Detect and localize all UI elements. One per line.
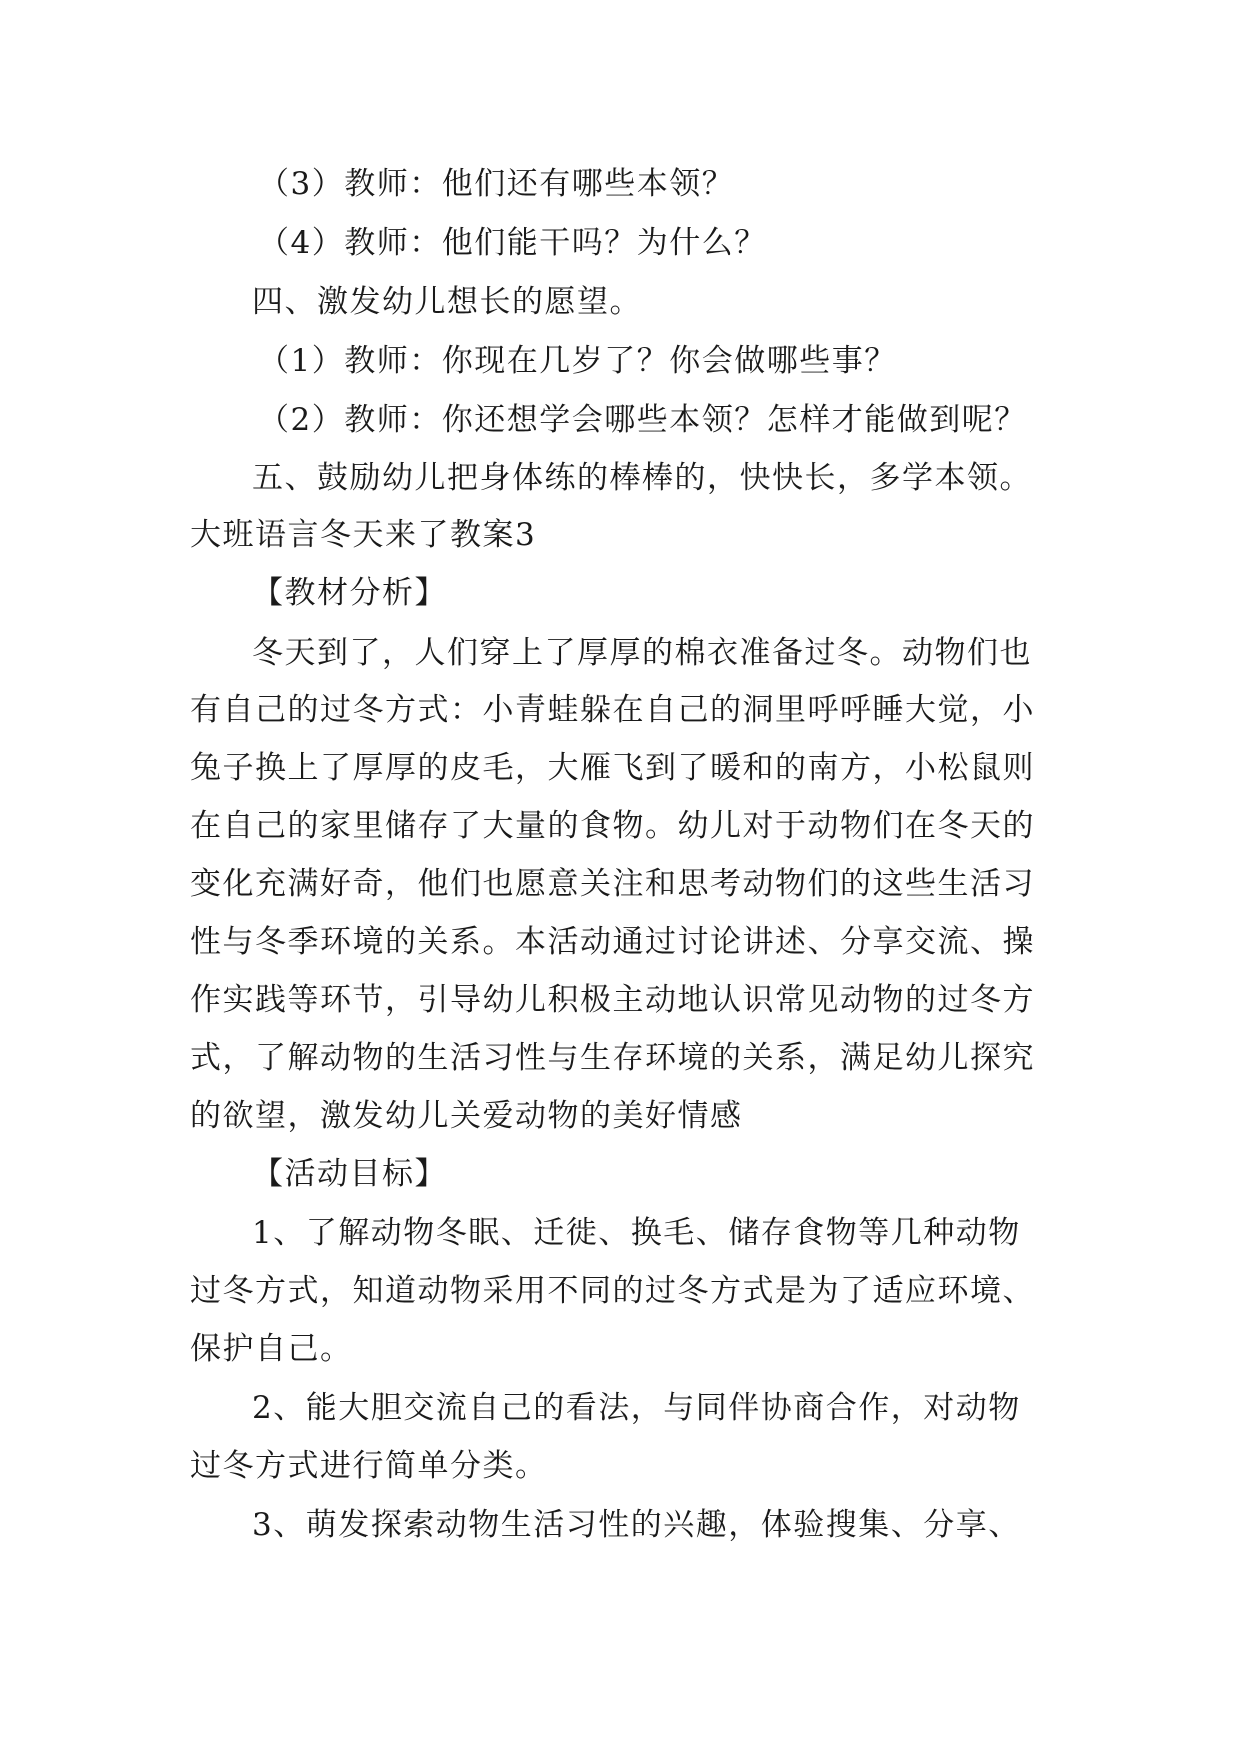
subheading-material-analysis: 【教材分析】 bbox=[252, 575, 447, 611]
section-heading-5: 五、鼓励幼儿把身体练的棒棒的，快快长，多学本领。 bbox=[252, 460, 1032, 496]
paragraph-line: 有自己的过冬方式：小青蛙躲在自己的洞里呼呼睡大觉，小 bbox=[190, 692, 1035, 728]
paragraph-line: 的欲望，激发幼儿关爱动物的美好情感 bbox=[190, 1098, 743, 1134]
goal-1-line: 保护自己。 bbox=[190, 1331, 353, 1367]
paragraph-line: 作实践等环节，引导幼儿积极主动地认识常见动物的过冬方 bbox=[190, 982, 1035, 1018]
paragraph-line: 变化充满好奇，他们也愿意关注和思考动物们的这些生活习 bbox=[190, 866, 1035, 902]
goal-3-line: 3、萌发探索动物生活习性的兴趣，体验搜集、分享、 bbox=[252, 1507, 1021, 1543]
section-heading-4: 四、激发幼儿想长的愿望。 bbox=[252, 284, 642, 320]
text-line-1: （3）教师：他们还有哪些本领？ bbox=[258, 166, 735, 202]
subheading-activity-goals: 【活动目标】 bbox=[252, 1156, 447, 1192]
paragraph-line: 冬天到了，人们穿上了厚厚的棉衣准备过冬。动物们也 bbox=[252, 635, 1032, 671]
paragraph-line: 兔子换上了厚厚的皮毛，大雁飞到了暖和的南方，小松鼠则 bbox=[190, 750, 1035, 786]
text-line-2: （4）教师：他们能干吗？为什么？ bbox=[258, 225, 767, 261]
paragraph-line: 在自己的家里储存了大量的食物。幼儿对于动物们在冬天的 bbox=[190, 808, 1035, 844]
goal-1-line: 过冬方式，知道动物采用不同的过冬方式是为了适应环境、 bbox=[190, 1273, 1035, 1309]
text-line-3: （1）教师：你现在几岁了？你会做哪些事？ bbox=[258, 343, 897, 379]
text-line-4: （2）教师：你还想学会哪些本领？怎样才能做到呢？ bbox=[258, 402, 1027, 438]
document-title: 大班语言冬天来了教案3 bbox=[190, 517, 537, 553]
paragraph-line: 式，了解动物的生活习性与生存环境的关系，满足幼儿探究 bbox=[190, 1040, 1035, 1076]
goal-1-line: 1、了解动物冬眠、迁徙、换毛、储存食物等几种动物 bbox=[252, 1215, 1021, 1251]
goal-2-line: 2、能大胆交流自己的看法，与同伴协商合作，对动物 bbox=[252, 1390, 1021, 1426]
paragraph-line: 性与冬季环境的关系。本活动通过讨论讲述、分享交流、操 bbox=[190, 924, 1035, 960]
goal-2-line: 过冬方式进行简单分类。 bbox=[190, 1448, 548, 1484]
